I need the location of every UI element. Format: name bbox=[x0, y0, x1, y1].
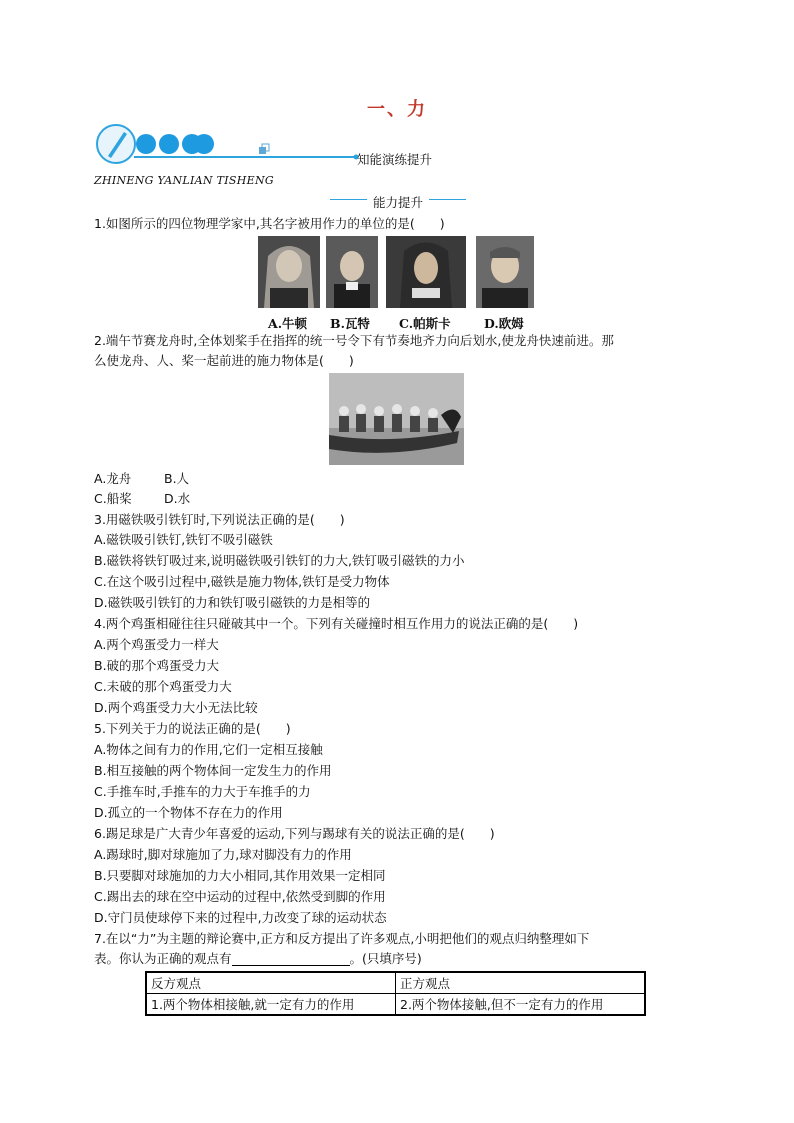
question-7-line1: 7.在以“力”为主题的辩论赛中,正方和反方提出了许多观点,小明把他们的观点归纳整理如下 bbox=[94, 931, 590, 946]
q2-option-d: D.水 bbox=[164, 491, 191, 506]
watt-portrait bbox=[326, 236, 378, 308]
option-d-label: D.欧姆 bbox=[484, 316, 524, 331]
q2-option-c: C.船桨 bbox=[94, 491, 132, 506]
table-cell: 2.两个物体接触,但不一定有力的作用 bbox=[396, 994, 646, 1016]
question-4: 4.两个鸡蛋相碰往往只碰破其中一个。下列有关碰撞时相互作用力的说法正确的是( ) bbox=[94, 616, 579, 631]
q4-option-d: D.两个鸡蛋受力大小无法比较 bbox=[94, 700, 258, 715]
q4-option-b: B.破的那个鸡蛋受力大 bbox=[94, 658, 220, 673]
table-header-cell: 正方观点 bbox=[396, 972, 646, 994]
q5-option-d: D.孤立的一个物体不存在力的作用 bbox=[94, 805, 283, 820]
question-3: 3.用磁铁吸引铁钉时,下列说法正确的是( ) bbox=[94, 512, 345, 527]
viewpoints-table bbox=[145, 971, 646, 1016]
question-7-line2 bbox=[94, 949, 694, 969]
q6-option-a: A.踢球时,脚对球施加了力,球对脚没有力的作用 bbox=[94, 847, 352, 862]
question-1: 1.如图所示的四位物理学家中,其名字被用作力的单位的是( ) bbox=[94, 216, 445, 231]
page-title: 一、力 bbox=[367, 99, 427, 120]
q2-option-a: A.龙舟 bbox=[94, 471, 132, 486]
q3-option-b: B.磁铁将铁钉吸过来,说明磁铁吸引铁钉的力大,铁钉吸引磁铁的力小 bbox=[94, 553, 465, 568]
section-heading: 能力提升 bbox=[367, 195, 429, 210]
question-6: 6.踢足球是广大青少年喜爱的运动,下列与踢球有关的说法正确的是( ) bbox=[94, 826, 495, 841]
q3-option-a: A.磁铁吸引铁钉,铁钉不吸引磁铁 bbox=[94, 532, 273, 547]
question-2-line2: 么使龙舟、人、桨一起前进的施力物体是( ) bbox=[94, 353, 354, 368]
q4-option-a: A.两个鸡蛋受力一样大 bbox=[94, 637, 219, 652]
q7-text-before-blank: 表。你认为正确的观点有 bbox=[94, 951, 232, 966]
q4-option-c: C.未破的那个鸡蛋受力大 bbox=[94, 679, 232, 694]
option-a-label: A.牛顿 bbox=[268, 316, 308, 331]
dragon-boat-photo bbox=[329, 373, 464, 465]
section-banner bbox=[94, 122, 514, 166]
pascal-portrait bbox=[386, 236, 466, 308]
q2-option-b: B.人 bbox=[164, 471, 190, 486]
option-b-label: B.瓦特 bbox=[330, 316, 370, 331]
banner-label: 知能演练提升 bbox=[357, 152, 433, 167]
table-row bbox=[146, 994, 645, 1016]
ohm-portrait bbox=[476, 236, 534, 308]
option-c-label: C.帕斯卡 bbox=[399, 316, 451, 331]
newton-portrait bbox=[258, 236, 320, 308]
q6-option-c: C.踢出去的球在空中运动的过程中,依然受到脚的作用 bbox=[94, 889, 386, 904]
table-cell: 1.两个物体相接触,就一定有力的作用 bbox=[146, 994, 396, 1016]
table-header-cell: 反方观点 bbox=[146, 972, 396, 994]
q7-text-after-blank: 。(只填序号) bbox=[349, 951, 422, 966]
q6-option-d: D.守门员使球停下来的过程中,力改变了球的运动状态 bbox=[94, 910, 387, 925]
banner-pinyin: ZHINENG YANLIAN TISHENG bbox=[94, 174, 274, 187]
q6-option-b: B.只要脚对球施加的力大小相同,其作用效果一定相同 bbox=[94, 868, 386, 883]
q3-option-c: C.在这个吸引过程中,磁铁是施力物体,铁钉是受力物体 bbox=[94, 574, 390, 589]
answer-blank[interactable] bbox=[232, 951, 350, 966]
q5-option-a: A.物体之间有力的作用,它们一定相互接触 bbox=[94, 742, 323, 757]
table-header-row bbox=[146, 972, 645, 994]
q5-option-c: C.手推车时,手推车的力大于车推手的力 bbox=[94, 784, 311, 799]
q5-option-b: B.相互接触的两个物体间一定发生力的作用 bbox=[94, 763, 332, 778]
question-2-line1: 2.端午节赛龙舟时,全体划桨手在指挥的统一号令下有节奏地齐力向后划水,使龙舟快速前进。那 bbox=[94, 333, 614, 348]
question-5: 5.下列关于力的说法正确的是( ) bbox=[94, 721, 291, 736]
q3-option-d: D.磁铁吸引铁钉的力和铁钉吸引磁铁的力是相等的 bbox=[94, 595, 371, 610]
